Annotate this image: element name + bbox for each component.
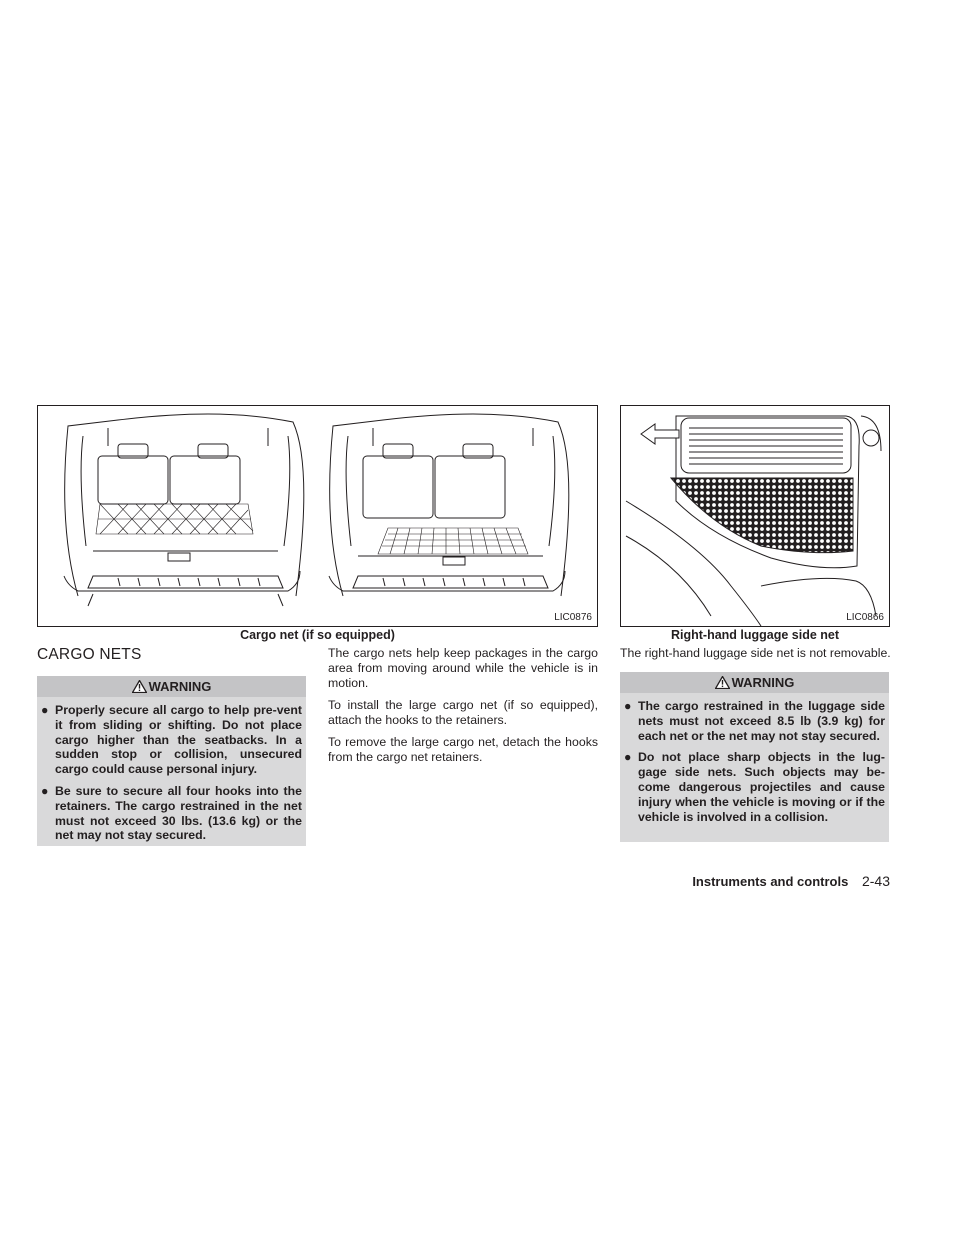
warning-triangle-icon	[132, 680, 147, 693]
side-net-illustration	[621, 406, 889, 626]
side-net-figure	[620, 405, 890, 627]
cargo-area-illustration	[38, 406, 597, 626]
section-title: CARGO NETS	[37, 646, 142, 663]
warning-list	[37, 697, 306, 854]
paragraph: To install the large cargo net (if so equipped), attach the hooks to the retainers.	[328, 698, 598, 727]
list-item: ● Do not place sharp objects in the lug-gage side nets. Such objects may be-come dangerous projectiles and cause injury when the vehicle is moving or if the vehicle is involved in a collision.	[624, 750, 885, 824]
warning-triangle-icon	[715, 676, 730, 689]
footer-section: Instruments and controls	[692, 874, 849, 889]
warning-list	[620, 693, 889, 835]
page-number: 2-43	[861, 873, 890, 889]
list-item: ● The cargo restrained in the luggage side nets must not exceed 8.5 lb (3.9 kg) for each net or the net may not stay secured.	[624, 699, 885, 743]
figure-caption: Cargo net (if so equipped)	[240, 628, 395, 642]
warning-header	[37, 676, 306, 697]
warning-label: WARNING	[731, 675, 795, 690]
figure-caption: Right-hand luggage side net	[670, 628, 840, 642]
warning-box	[37, 676, 306, 846]
figure-code: LIC0866	[846, 612, 884, 623]
list-item: ● Be sure to secure all four hooks into the retainers. The cargo restrained in the net must not exceed 30 lbs. (13.6 kg) or the net may not stay secured.	[41, 783, 302, 843]
warning-box	[620, 672, 889, 842]
paragraph: The cargo nets help keep packages in the cargo area from moving around while the vehicle is in motion.	[328, 646, 598, 690]
bullet-dot-icon: ●	[624, 699, 632, 713]
warning-header	[620, 672, 889, 693]
bullet-dot-icon: ●	[41, 783, 49, 798]
warning-label: WARNING	[148, 679, 212, 694]
paragraph: To remove the large cargo net, detach the hooks from the cargo net retainers.	[328, 735, 598, 764]
left-arrow-icon	[641, 424, 679, 444]
cargo-net-figure	[37, 405, 598, 627]
middle-column	[328, 646, 598, 772]
bullet-dot-icon: ●	[41, 703, 49, 717]
page-footer	[692, 873, 890, 889]
figure-code: LIC0876	[554, 612, 592, 623]
side-net-intro: The right-hand luggage side net is not removable.	[620, 646, 891, 660]
bullet-dot-icon: ●	[624, 750, 632, 765]
list-item: ● Properly secure all cargo to help pre-vent it from sliding or shifting. Do not place cargo higher than the seatbacks. In a sudden stop or collision, unsecured cargo could cause personal injury.	[41, 703, 302, 777]
